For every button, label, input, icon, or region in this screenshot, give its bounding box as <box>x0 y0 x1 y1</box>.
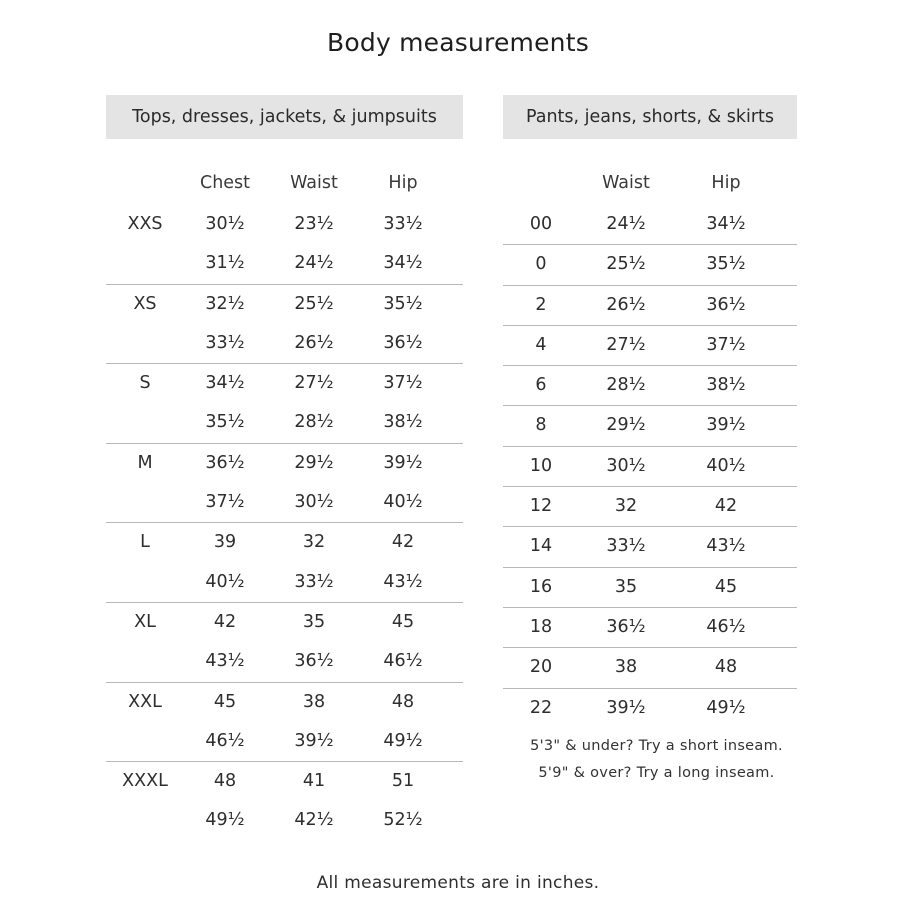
table-row <box>503 648 797 688</box>
hip-value: 38½ <box>706 375 746 396</box>
waist-value: 27½ <box>294 373 334 394</box>
hip-value: 36½ <box>383 332 423 353</box>
hip-value: 39½ <box>383 452 423 473</box>
size-label: 22 <box>529 697 553 718</box>
waist-value: 29½ <box>294 452 334 473</box>
table-row <box>503 286 797 326</box>
waist-value: 28½ <box>294 412 334 433</box>
chest-value: 40½ <box>205 571 245 592</box>
chest-value: 31½ <box>205 253 245 274</box>
table-row <box>106 762 463 801</box>
table-row <box>106 244 463 284</box>
size-label: 10 <box>529 455 553 476</box>
table-row <box>106 722 463 762</box>
size-label: 00 <box>529 214 553 234</box>
chest-value: 46½ <box>205 730 245 751</box>
table-row <box>106 642 463 682</box>
hip-value: 35½ <box>706 254 746 275</box>
waist-value: 39½ <box>606 697 646 718</box>
pants-col-waist: Waist <box>602 173 650 193</box>
hip-value: 51 <box>391 771 415 792</box>
chest-value: 36½ <box>205 452 245 473</box>
size-label: 20 <box>529 657 553 678</box>
table-row <box>503 689 797 728</box>
size-label: M <box>137 452 153 473</box>
table-row <box>106 324 463 364</box>
size-label: 12 <box>529 496 553 517</box>
page-title: Body measurements <box>327 28 589 57</box>
size-label <box>105 403 185 442</box>
table-row <box>106 523 463 562</box>
waist-value: 27½ <box>606 334 646 355</box>
size-label: L <box>140 532 150 553</box>
waist-value: 29½ <box>606 415 646 436</box>
waist-value: 25½ <box>606 254 646 275</box>
chest-value: 37½ <box>205 492 245 513</box>
waist-value: 24½ <box>294 253 334 274</box>
size-label <box>105 642 185 681</box>
table-row <box>106 403 463 443</box>
size-label: 0 <box>535 254 547 275</box>
size-label: 8 <box>535 415 547 436</box>
table-row <box>106 563 463 603</box>
size-label <box>105 563 185 602</box>
hip-value: 48 <box>391 691 415 712</box>
table-row <box>503 447 797 487</box>
size-label: XL <box>134 611 156 632</box>
size-label: XXXL <box>122 771 168 792</box>
waist-value: 36½ <box>606 616 646 637</box>
size-label: 6 <box>535 375 547 396</box>
waist-value: 28½ <box>606 375 646 396</box>
table-row <box>503 205 797 245</box>
table-row <box>106 483 463 523</box>
hip-value: 38½ <box>383 412 423 433</box>
waist-value: 25½ <box>294 293 334 314</box>
hip-value: 48 <box>714 657 738 678</box>
table-row <box>106 444 463 483</box>
chest-value: 49½ <box>205 810 245 831</box>
measurements-footnote: All measurements are in inches. <box>316 873 600 893</box>
waist-value: 26½ <box>294 332 334 353</box>
size-label: 14 <box>529 536 553 557</box>
table-row <box>106 603 463 642</box>
table-row <box>106 364 463 403</box>
hip-value: 46½ <box>706 616 746 637</box>
size-label: XXL <box>128 691 162 712</box>
hip-value: 33½ <box>383 214 423 234</box>
size-label <box>105 244 185 283</box>
table-row <box>503 366 797 406</box>
size-label: XS <box>133 293 157 314</box>
hip-value: 40½ <box>706 455 746 476</box>
waist-value: 32 <box>614 496 638 517</box>
table-row <box>106 205 463 244</box>
size-label <box>105 483 185 522</box>
hip-value: 35½ <box>383 293 423 314</box>
size-label <box>105 722 185 761</box>
hip-value: 37½ <box>706 334 746 355</box>
chest-value: 42 <box>213 611 237 632</box>
chest-value: 48 <box>213 771 237 792</box>
waist-value: 26½ <box>606 294 646 315</box>
hip-value: 37½ <box>383 373 423 394</box>
size-label: 4 <box>535 334 547 355</box>
hip-value: 40½ <box>383 492 423 513</box>
hip-value: 46½ <box>383 651 423 672</box>
hip-value: 34½ <box>706 214 746 234</box>
size-label: S <box>139 373 151 394</box>
table-row <box>503 245 797 285</box>
tops-col-hip: Hip <box>388 173 418 193</box>
waist-value: 41 <box>302 771 326 792</box>
hip-value: 43½ <box>706 536 746 557</box>
waist-value: 42½ <box>294 810 334 831</box>
table-row <box>503 568 797 608</box>
long-inseam-note: 5'9" & over? Try a long inseam. <box>538 765 775 781</box>
waist-value: 39½ <box>294 730 334 751</box>
table-row <box>106 801 463 840</box>
hip-value: 49½ <box>706 697 746 718</box>
chest-value: 39 <box>213 532 237 553</box>
hip-value: 49½ <box>383 730 423 751</box>
hip-value: 45 <box>391 611 415 632</box>
size-label: 2 <box>535 294 547 315</box>
tops-col-chest: Chest <box>199 173 251 193</box>
tops-col-waist: Waist <box>290 173 338 193</box>
size-label: 18 <box>529 616 553 637</box>
pants-col-hip: Hip <box>711 173 741 193</box>
waist-value: 23½ <box>294 214 334 234</box>
table-row <box>503 608 797 648</box>
waist-value: 38 <box>614 657 638 678</box>
table-row <box>503 527 797 567</box>
size-label: 16 <box>529 576 553 597</box>
chest-value: 30½ <box>205 214 245 234</box>
waist-value: 36½ <box>294 651 334 672</box>
chest-value: 45 <box>213 691 237 712</box>
waist-value: 30½ <box>294 492 334 513</box>
waist-value: 33½ <box>294 571 334 592</box>
table-row <box>503 326 797 366</box>
waist-value: 38 <box>302 691 326 712</box>
chest-value: 33½ <box>205 332 245 353</box>
hip-value: 36½ <box>706 294 746 315</box>
table-row <box>503 406 797 446</box>
waist-value: 35 <box>302 611 326 632</box>
table-row <box>106 683 463 722</box>
chest-value: 32½ <box>205 293 245 314</box>
waist-value: 24½ <box>606 214 646 234</box>
hip-value: 34½ <box>383 253 423 274</box>
hip-value: 42 <box>391 532 415 553</box>
waist-value: 33½ <box>606 536 646 557</box>
hip-value: 42 <box>714 496 738 517</box>
chest-value: 43½ <box>205 651 245 672</box>
chest-value: 35½ <box>205 412 245 433</box>
waist-value: 35 <box>614 576 638 597</box>
table-row <box>503 487 797 527</box>
pants-section-heading: Pants, jeans, shorts, & skirts <box>503 95 797 139</box>
tops-size-table <box>106 205 463 841</box>
short-inseam-note: 5'3" & under? Try a short inseam. <box>530 738 783 754</box>
tops-section-heading: Tops, dresses, jackets, & jumpsuits <box>106 95 463 139</box>
hip-value: 43½ <box>383 571 423 592</box>
hip-value: 52½ <box>383 810 423 831</box>
waist-value: 30½ <box>606 455 646 476</box>
hip-value: 45 <box>714 576 738 597</box>
table-row <box>106 285 463 324</box>
pants-size-table <box>503 205 797 728</box>
waist-value: 32 <box>302 532 326 553</box>
chest-value: 34½ <box>205 373 245 394</box>
size-label <box>105 801 185 840</box>
hip-value: 39½ <box>706 415 746 436</box>
size-label: XXS <box>127 214 163 234</box>
size-label <box>105 324 185 363</box>
